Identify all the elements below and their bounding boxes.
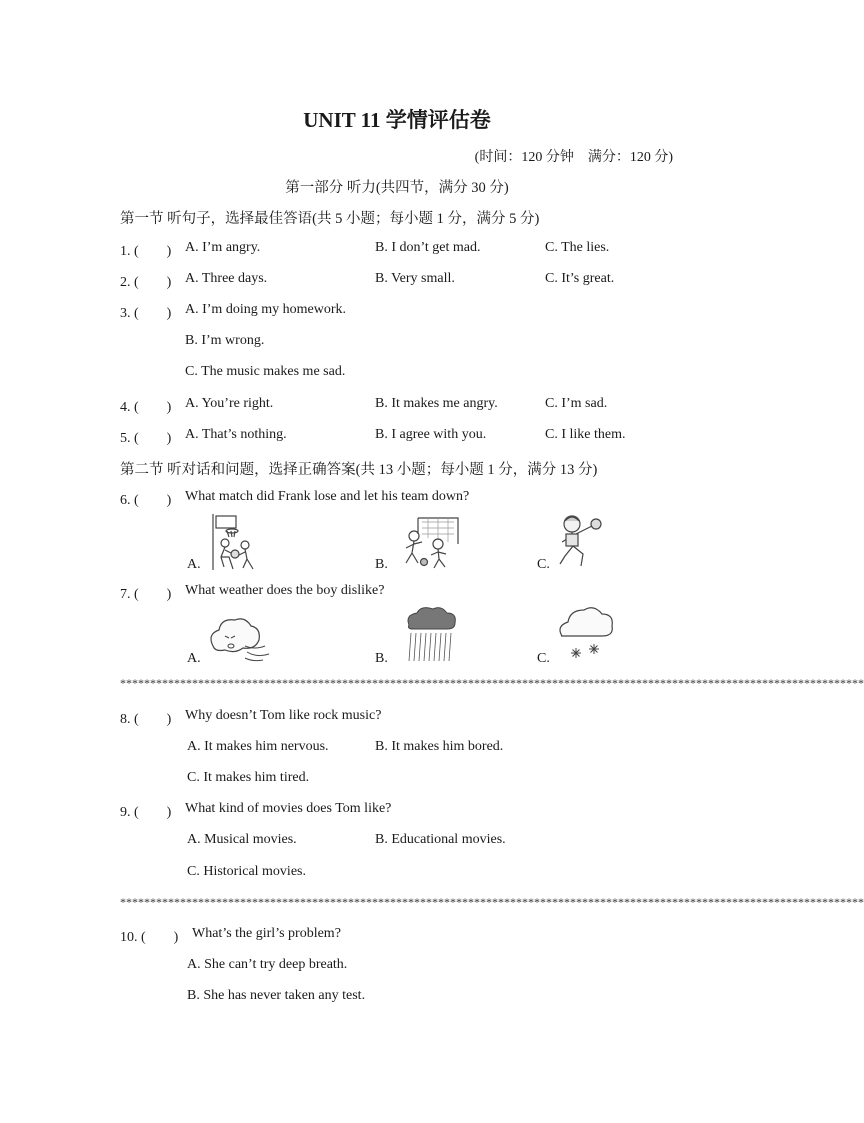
q9-number: 9. ( ) — [120, 805, 172, 820]
q1-option-a: A. I’m angry. — [185, 240, 261, 255]
q7-number: 7. ( ) — [120, 587, 172, 602]
q8-option-c: C. It makes him tired. — [187, 770, 310, 785]
part-heading: 第一部分 听力(共四节，满分 30 分) — [285, 180, 509, 196]
q8-option-a: A. It makes him nervous. — [187, 739, 329, 754]
q7-label-c: C. — [537, 651, 550, 666]
volleyball-player-icon — [556, 512, 606, 572]
q6-number: 6. ( ) — [120, 493, 172, 508]
q4-option-c: C. I’m sad. — [545, 396, 608, 411]
q3-option-b: B. I’m wrong. — [185, 333, 265, 348]
q4-number: 4. ( ) — [120, 400, 172, 415]
q2-number: 2. ( ) — [120, 275, 172, 290]
q2-option-c: C. It’s great. — [545, 271, 615, 286]
football-players-icon — [400, 514, 462, 570]
q1-option-c: C. The lies. — [545, 240, 610, 255]
q10-question: What’s the girl’s problem? — [192, 926, 341, 941]
q9-option-a: A. Musical movies. — [187, 832, 297, 847]
q6-label-b: B. — [375, 557, 388, 572]
q9-option-c: C. Historical movies. — [187, 864, 306, 879]
q10-option-a: A. She can’t try deep breath. — [187, 957, 348, 972]
rain-cloud-icon — [403, 607, 459, 665]
q5-number: 5. ( ) — [120, 431, 172, 446]
q6-label-c: C. — [537, 557, 550, 572]
q4-option-b: B. It makes me angry. — [375, 396, 498, 411]
q4-option-a: A. You’re right. — [185, 396, 274, 411]
q10-number: 10. ( ) — [120, 930, 179, 945]
q3-option-c: C. The music makes me sad. — [185, 364, 346, 379]
q1-number: 1. ( ) — [120, 244, 172, 259]
q3-number: 3. ( ) — [120, 306, 172, 321]
q8-question: Why doesn’t Tom like rock music? — [185, 708, 382, 723]
q7-label-b: B. — [375, 651, 388, 666]
snow-cloud-icon — [556, 604, 616, 664]
q7-question: What weather does the boy dislike? — [185, 583, 385, 598]
q9-question: What kind of movies does Tom like? — [185, 801, 392, 816]
q6-question: What match did Frank lose and let his team down? — [185, 489, 470, 504]
exam-meta: (时间：120 分钟 满分：120 分) — [474, 150, 673, 165]
section2-heading: 第二节 听对话和问题，选择正确答案(共 13 小题；每小题 1 分，满分 13 分) — [120, 462, 598, 478]
q2-option-b: B. Very small. — [375, 271, 455, 286]
q5-option-b: B. I agree with you. — [375, 427, 487, 442]
separator-stars: **************************************************************************************************************************** — [120, 895, 864, 909]
basketball-players-icon — [207, 512, 261, 572]
q3-option-a: A. I’m doing my homework. — [185, 302, 346, 317]
windy-cloud-icon — [205, 616, 273, 666]
q8-number: 8. ( ) — [120, 712, 172, 727]
q1-option-b: B. I don’t get mad. — [375, 240, 481, 255]
section1-heading: 第一节 听句子，选择最佳答语(共 5 小题；每小题 1 分，满分 5 分) — [120, 211, 540, 227]
q5-option-a: A. That’s nothing. — [185, 427, 287, 442]
separator-stars: **************************************************************************************************************************** — [120, 676, 864, 690]
q2-option-a: A. Three days. — [185, 271, 268, 286]
q7-label-a: A. — [187, 651, 201, 666]
q6-label-a: A. — [187, 557, 201, 572]
q9-option-b: B. Educational movies. — [375, 832, 506, 847]
q10-option-b: B. She has never taken any test. — [187, 988, 366, 1003]
q5-option-c: C. I like them. — [545, 427, 626, 442]
page-title: UNIT 11 学情评估卷 — [303, 108, 491, 132]
q8-option-b: B. It makes him bored. — [375, 739, 504, 754]
